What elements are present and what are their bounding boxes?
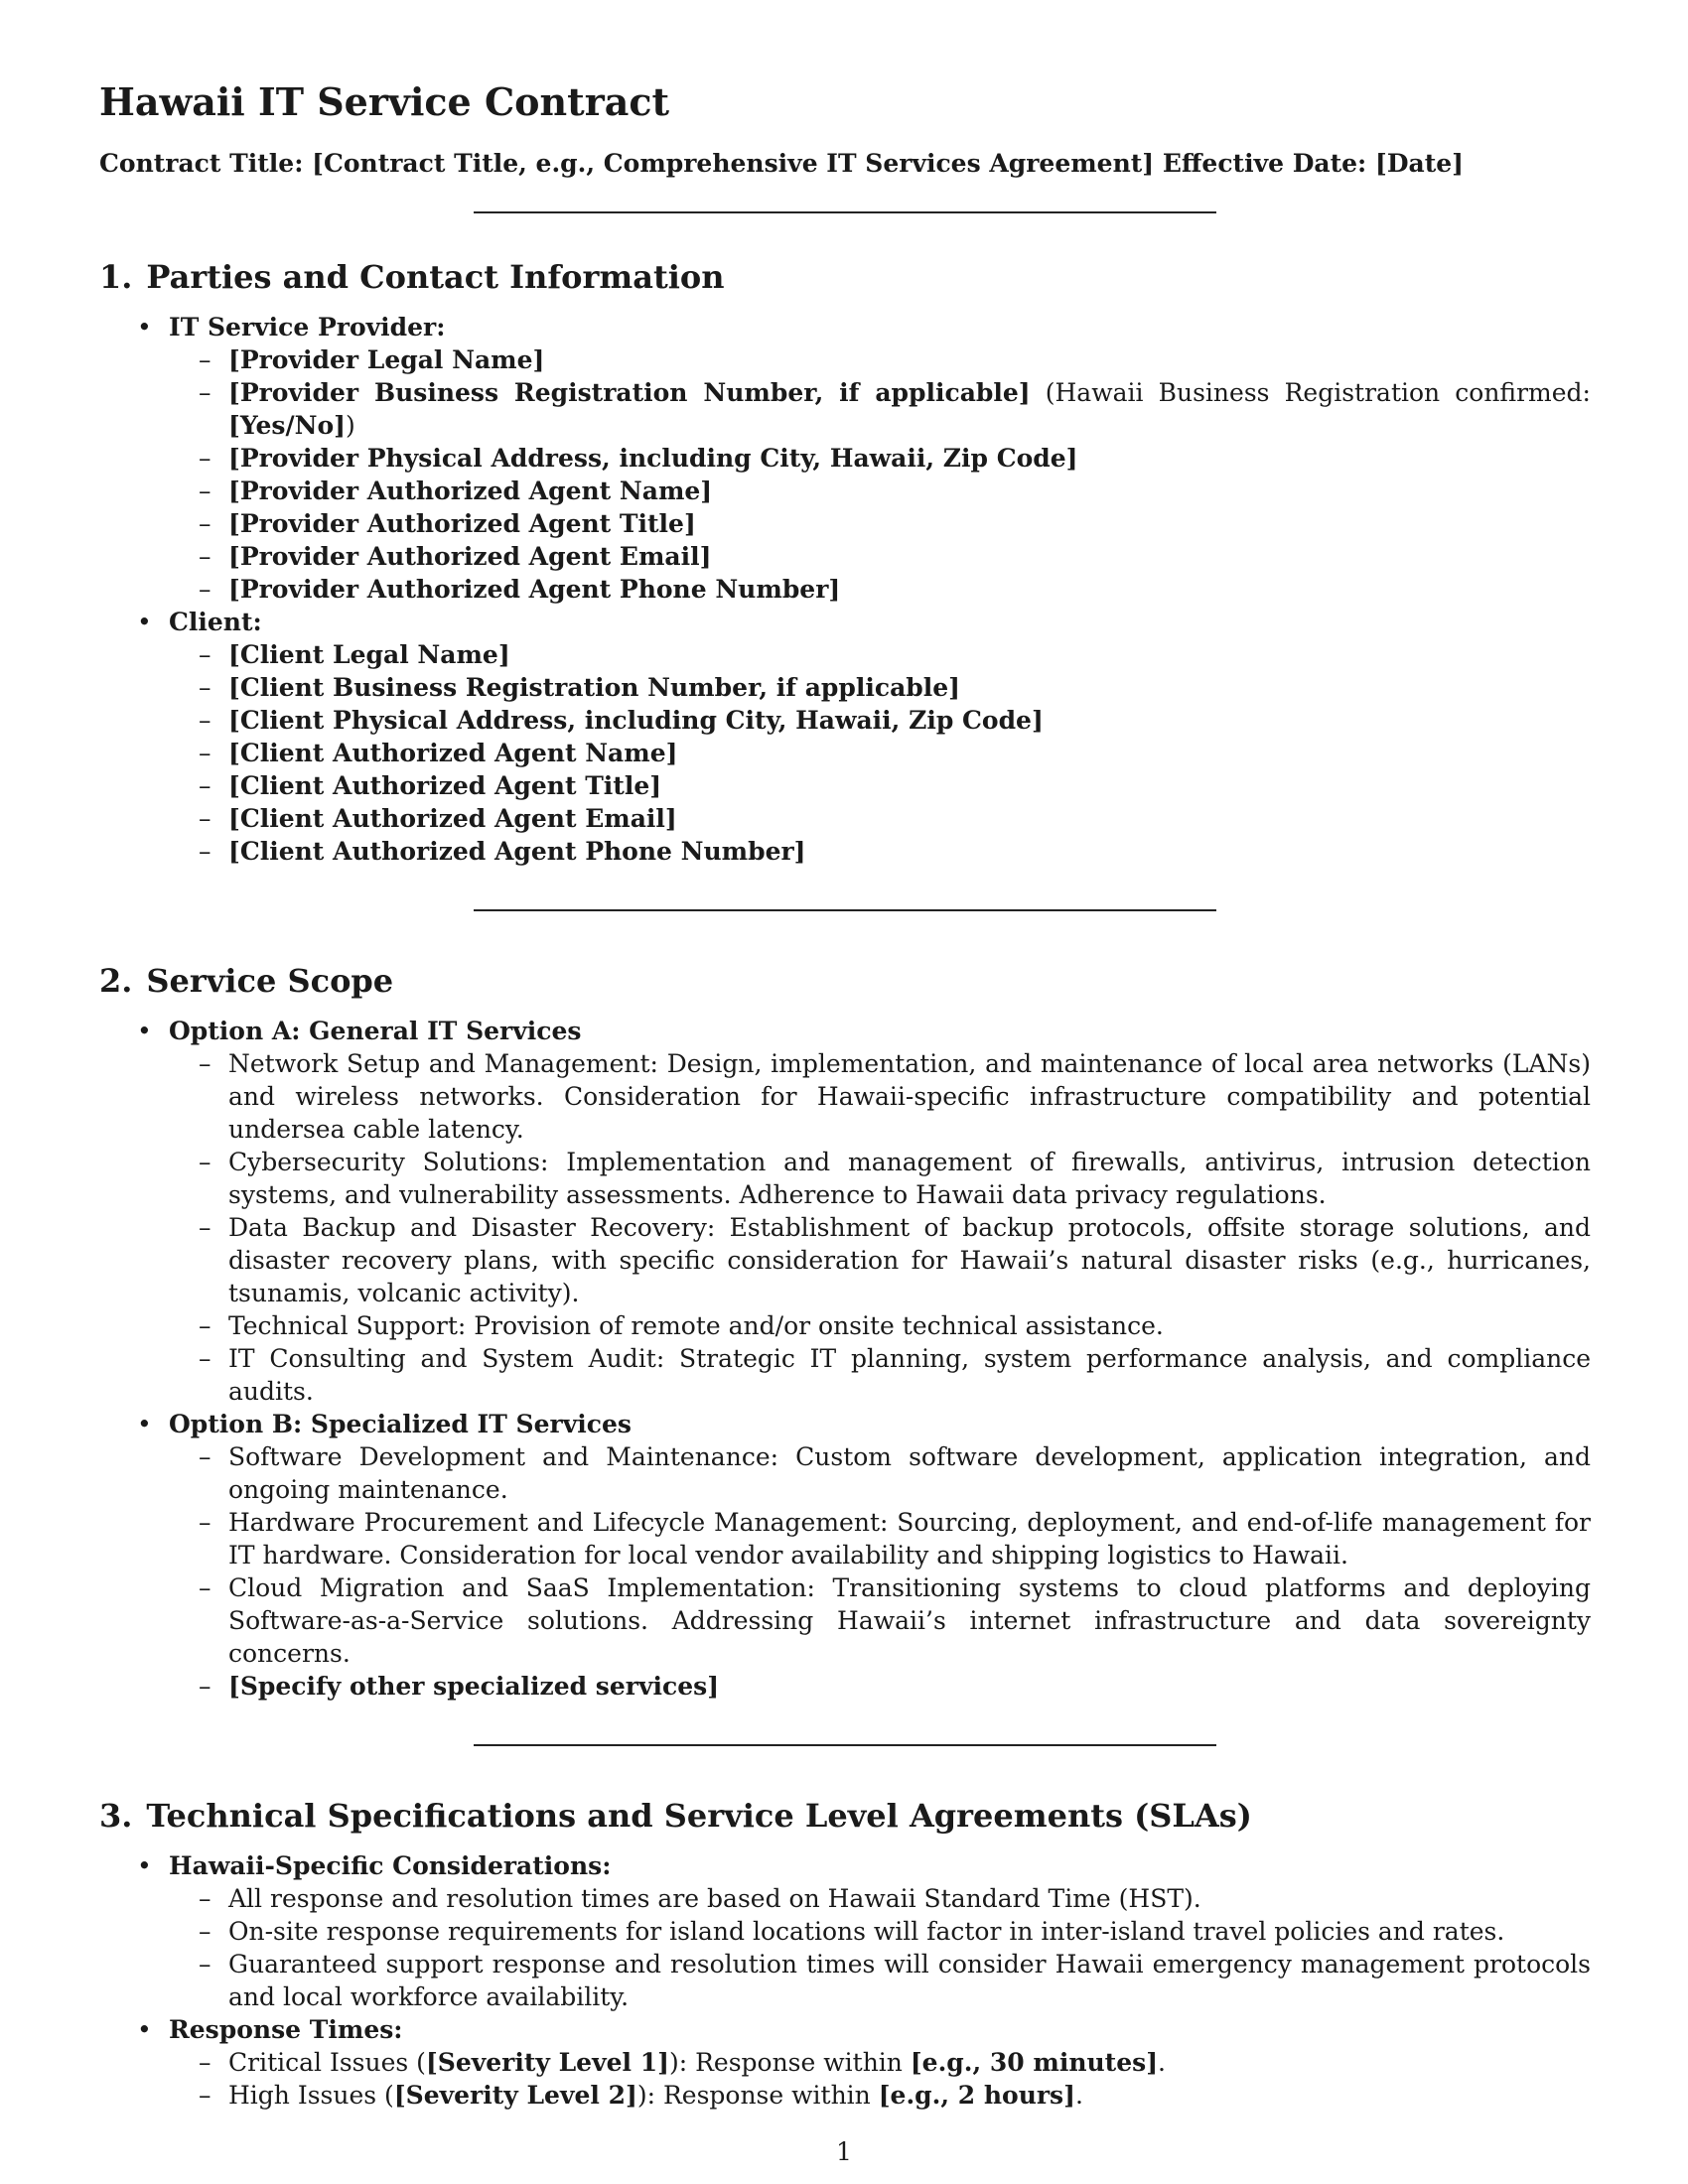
list-item: – [Client Authorized Agent Name]: [199, 737, 1591, 769]
contract-subtitle: Contract Title: [Contract Title, e.g., Comprehensive IT Services Agreement] Effective Date: [Date]: [99, 149, 1464, 178]
horizontal-rule: [474, 909, 1216, 911]
hawaii-considerations-items: [169, 1882, 1591, 2013]
option-a-items: [169, 1047, 1591, 1408]
sla-list: [99, 1849, 1591, 2112]
list-item: [133, 2013, 1591, 2112]
option-b-label: Option B: Specialized IT Services: [169, 1410, 632, 1438]
hawaii-considerations-label: Hawaii-Specific Considerations:: [169, 1851, 612, 1880]
list-item: – Critical Issues ([Severity Level 1]): Response within [e.g., 30 minutes].: [199, 2046, 1591, 2079]
section-service-scope: [99, 961, 1591, 1703]
list-item: – [Client Business Registration Number, if applicable]: [199, 671, 1591, 704]
list-item: – [Client Legal Name]: [199, 638, 1591, 671]
section-parties: [99, 257, 1591, 868]
list-item: – Cybersecurity Solutions: Implementation and management of firewalls, antivirus, intrusion detection systems, and vulnerability assessments. Adherence to Hawaii data privacy regulations.: [199, 1146, 1591, 1211]
section-technical-specs: [99, 1796, 1591, 2112]
section-heading: 2. Service Scope: [99, 962, 394, 1000]
option-b-items: [169, 1440, 1591, 1703]
list-item: [133, 1408, 1591, 1703]
list-item: – Software Development and Maintenance: Custom software development, application integration, and ongoing maintenance.: [199, 1440, 1591, 1506]
list-item: – [Client Authorized Agent Email]: [199, 802, 1591, 835]
list-item: – [Provider Business Registration Number, if applicable] (Hawaii Business Registration confirmed: [Yes/No]): [199, 376, 1591, 442]
list-item: – [Provider Physical Address, including City, Hawaii, Zip Code]: [199, 442, 1591, 475]
list-item: [133, 606, 1591, 868]
list-item: – Data Backup and Disaster Recovery: Establishment of backup protocols, offsite storage solutions, and disaster recovery plans, with specific consideration for Hawaii’s natural disaster risks (e.g., hurricanes, tsunamis, volcanic activity).: [199, 1211, 1591, 1309]
page-number: 1: [836, 2137, 852, 2166]
list-item: – [Provider Authorized Agent Name]: [199, 475, 1591, 507]
list-item: – Hardware Procurement and Lifecycle Management: Sourcing, deployment, and end-of-life management for IT hardware. Consideration for local vendor availability and shipping logistics to Hawaii.: [199, 1506, 1591, 1571]
list-item: – On-site response requirements for island locations will factor in inter-island travel policies and rates.: [199, 1915, 1591, 1948]
list-item: – [Provider Authorized Agent Phone Number]: [199, 573, 1591, 606]
list-item: – Technical Support: Provision of remote and/or onsite technical assistance.: [199, 1309, 1591, 1342]
list-item: – [Client Authorized Agent Phone Number]: [199, 835, 1591, 868]
client-label: Client:: [169, 608, 262, 636]
horizontal-rule: [474, 211, 1216, 213]
option-a-label: Option A: General IT Services: [169, 1017, 582, 1045]
list-item: – IT Consulting and System Audit: Strategic IT planning, system performance analysis, and compliance audits.: [199, 1342, 1591, 1408]
document-page: [99, 77, 1591, 2112]
list-item: – All response and resolution times are based on Hawaii Standard Time (HST).: [199, 1882, 1591, 1915]
response-times-label: Response Times:: [169, 2015, 403, 2044]
client-details: [169, 638, 1591, 868]
list-item: [133, 1849, 1591, 2013]
section-heading: 1. Parties and Contact Information: [99, 258, 725, 296]
list-item: – [Client Physical Address, including City, Hawaii, Zip Code]: [199, 704, 1591, 737]
list-item: – [Client Authorized Agent Title]: [199, 769, 1591, 802]
list-item: – [Specify other specialized services]: [199, 1670, 1591, 1703]
list-item: – High Issues ([Severity Level 2]): Response within [e.g., 2 hours].: [199, 2079, 1591, 2112]
list-item: – [Provider Authorized Agent Email]: [199, 540, 1591, 573]
document-title: Hawaii IT Service Contract: [99, 79, 670, 124]
list-item: – [Provider Authorized Agent Title]: [199, 507, 1591, 540]
provider-label: IT Service Provider:: [169, 313, 446, 341]
section-heading: 3. Technical Specifications and Service Level Agreements (SLAs): [99, 1797, 1252, 1835]
list-item: [133, 311, 1591, 606]
list-item: – Network Setup and Management: Design, implementation, and maintenance of local area networks (LANs) and wireless networks. Consideration for Hawaii-specific infrastructure compatibility and potential undersea cable latency.: [199, 1047, 1591, 1146]
response-times-items: [169, 2046, 1591, 2112]
provider-details: [169, 343, 1591, 606]
list-item: – Cloud Migration and SaaS Implementation: Transitioning systems to cloud platforms and deploying Software-as-a-Service solutions. Addressing Hawaii’s internet infrastructure and data sovereignty concerns.: [199, 1571, 1591, 1670]
list-item: – [Provider Legal Name]: [199, 343, 1591, 376]
horizontal-rule: [474, 1744, 1216, 1746]
parties-list: [99, 311, 1591, 868]
list-item: – Guaranteed support response and resolution times will consider Hawaii emergency management protocols and local workforce availability.: [199, 1948, 1591, 2013]
service-options-list: [99, 1015, 1591, 1703]
list-item: [133, 1015, 1591, 1408]
